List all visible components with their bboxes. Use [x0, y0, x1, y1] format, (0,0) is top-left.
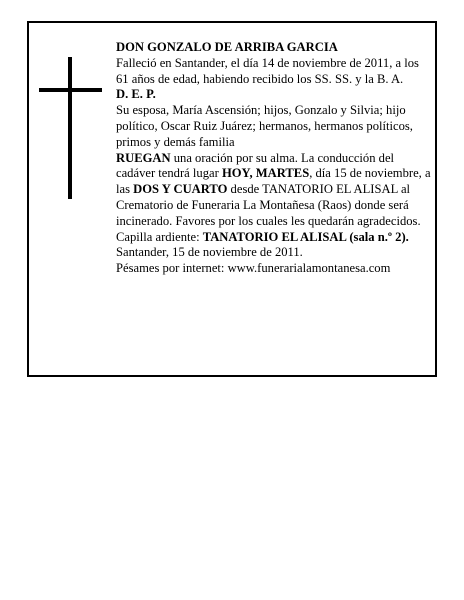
- request-text-1: una oración por su alma. La conducción del cadáver tendrá lugar: [116, 150, 395, 181]
- cross-icon: [68, 57, 72, 199]
- chapel-label: TANATORIO EL ALISAL (sala n.º 2).: [202, 229, 409, 244]
- day-label: HOY, MARTES: [221, 166, 310, 181]
- request-text-3: desde TANATORIO EL ALISAL al Crematorio de Funeraria La Montañesa (Raos) donde será incinerado. Favores por los cuales les quedarán agradecidos. Capilla ardiente:: [116, 182, 421, 244]
- condolences-line: Pésames por internet: www.funerarialamontanesa.com: [116, 261, 391, 276]
- obituary-notice: [27, 21, 437, 377]
- cross-icon-bar: [39, 88, 102, 92]
- death-statement: Falleció en Santander, el día 14 de noviembre de 2011, a los 61 años de edad, habiendo recibido los SS. SS. y la B. A.: [116, 55, 419, 86]
- family-line: Su esposa, María Ascensión; hijos, Gonzalo y Silvia; hijo político, Oscar Ruiz Juárez; hermanos, hermanos políticos, primos y demás familia: [116, 103, 413, 149]
- rip-line: D. E. P.: [116, 87, 156, 102]
- request-text-2: , día 15 de noviembre, a las: [116, 166, 431, 197]
- obituary-text: [116, 40, 434, 277]
- place-date: Santander, 15 de noviembre de 2011.: [116, 245, 303, 260]
- time-label: DOS Y CUARTO: [133, 182, 228, 197]
- request-paragraph: [116, 151, 434, 246]
- deceased-name: DON GONZALO DE ARRIBA GARCIA: [116, 40, 338, 54]
- ruegan-word: RUEGAN: [116, 150, 171, 165]
